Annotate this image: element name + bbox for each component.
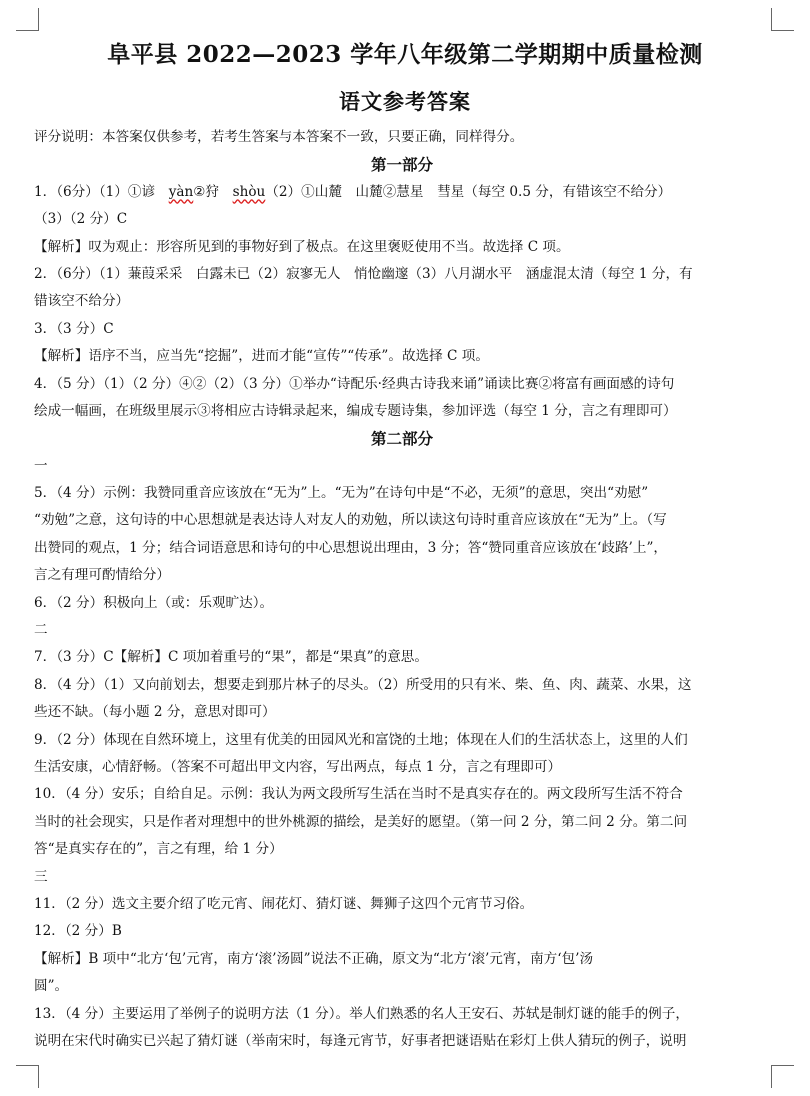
answer-line: 绘成一幅画，在班级里展示③将相应古诗辑录起来，编成专题诗集，参加评选（每空 1 分，言之有理即可） — [34, 402, 677, 419]
answer-line: 评分说明：本答案仅供参考，若考生答案与本答案不一致，只要正确，同样得分。 — [34, 129, 524, 145]
answer-line: 【解析】语序不当，应当先“挖掘”，进而才能“宣传”“传承”。故选择 C 项。 — [34, 348, 489, 365]
answer-line: 4．（5 分）（1）（2 分）④②（2）（3 分）①举办“诗配乐·经典古诗我来诵”诵读比赛②将富有画面感的诗句 — [34, 375, 675, 392]
answer-line: 1．（6分）（1）①谚 yàn②狩 shòu（2）①山麓 山麓②慧星 彗星（每空 0.5 分，有错该空不给分） — [34, 183, 672, 200]
answer-line: “劝勉”之意，这句诗的中心思想就是表达诗人对友人的劝勉，所以读这句诗时重音应该放在“无为”上。（写 — [34, 512, 667, 529]
answer-line: 三 — [34, 868, 48, 885]
answer-line: 2．（6分）（1）蒹葭采采 白露未已（2）寂寥无人 悄怆幽邃（3）八月湖水平 涵虚混太清（每空 1 分，有 — [34, 265, 693, 282]
answer-line: 些还不缺。（每小题 2 分，意思对即可） — [34, 704, 276, 721]
answer-line: 【解析】叹为观止：形容所见到的事物好到了极点。在这里褒贬使用不当。故选择 C 项。 — [34, 238, 570, 255]
answer-line: 言之有理可酌情给分） — [34, 567, 170, 584]
answer-line: 7．（3 分）C【解析】C 项加着重号的“果”，都是“果真”的意思。 — [34, 649, 428, 666]
answer-line: 10．（4 分）安乐；自给自足。示例：我认为两文段所写生活在当时不是真实存在的。两文段所写生活不符合 — [34, 786, 683, 803]
crop-mark-bottom-right — [771, 1065, 794, 1088]
answer-line: 答“是真实存在的”，言之有理，给 1 分） — [34, 841, 283, 858]
section-heading: 第一部分 — [370, 155, 433, 175]
answer-line: （3）（2 分）C — [34, 211, 128, 228]
answer-line: 6．（2 分）积极向上（或：乐观旷达）。 — [34, 594, 274, 611]
crop-mark-top-left — [16, 8, 39, 31]
answer-line: 13．（4 分）主要运用了举例子的说明方法（1 分）。举人们熟悉的名人王安石、苏轼是制灯谜的能手的例子， — [34, 1005, 689, 1022]
answer-line: 出赞同的观点，1 分；结合词语意思和诗句的中心思想说出理由，3 分；答“赞同重音应该放在‘歧路’上”， — [34, 539, 668, 556]
answer-line: 12．（2 分）B — [34, 923, 122, 940]
answer-line: 3．（3 分）C — [34, 320, 114, 337]
crop-mark-bottom-left — [16, 1065, 39, 1088]
answer-line: 圆”。 — [34, 978, 69, 995]
answer-line: 8．（4 分）（1）又向前划去，想要走到那片林子的尽头。（2）所受用的只有米、柴、鱼、肉、蔬菜、水果，这 — [34, 676, 692, 693]
answer-line: 错该空不给分） — [34, 293, 130, 310]
document-title: 阜平县 2022—2023 学年八年级第二学期期中质量检测 — [107, 41, 703, 68]
section-heading: 第二部分 — [370, 429, 433, 449]
answer-line: 11．（2 分）选文主要介绍了吃元宵、闹花灯、猜灯谜、舞狮子这四个元宵节习俗。 — [34, 895, 534, 912]
answer-line: 二 — [34, 622, 48, 639]
answer-line: 一 — [34, 457, 48, 474]
answer-line: 说明在宋代时确实已兴起了猜灯谜（举南宋时，每逢元宵节，好事者把谜语贴在彩灯上供人猜玩的例子，说明 — [34, 1032, 687, 1049]
answer-body — [34, 124, 770, 1055]
answer-line: 当时的社会现实，只是作者对理想中的世外桃源的描绘，是美好的愿望。（第一问 2 分，第二问 2 分。第二问 — [34, 813, 688, 830]
answer-line: 5．（4 分）示例：我赞同重音应该放在“无为”上。“无为”在诗句中是“不必，无须”的意思，突出“劝慰” — [34, 485, 649, 502]
document-subtitle: 语文参考答案 — [339, 89, 471, 114]
answer-line: 9．（2 分）体现在自然环境上，这里有优美的田园风光和富饶的土地；体现在人们的生活状态上，这里的人们 — [34, 731, 688, 748]
crop-mark-top-right — [771, 8, 794, 31]
answer-line: 【解析】B 项中“北方‘包’元宵，南方‘滚’汤圆”说法不正确，原文为“北方‘滚’元宵，南方‘包’汤 — [34, 950, 594, 967]
answer-line: 生活安康，心情舒畅。（答案不可超出甲文内容，写出两点，每点 1 分，言之有理即可） — [34, 758, 562, 775]
